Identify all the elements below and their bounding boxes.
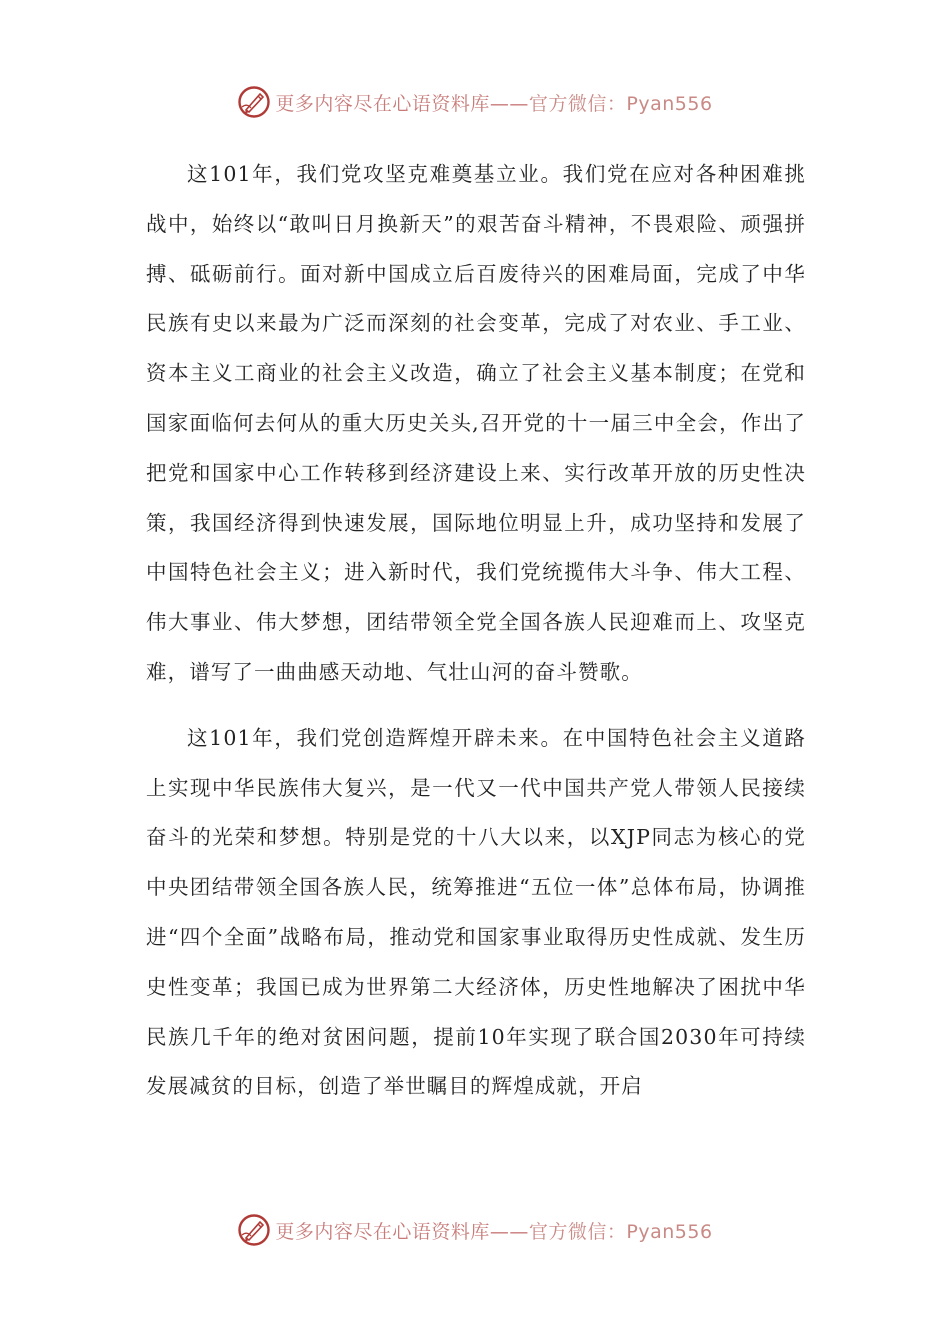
watermark-text (275, 89, 712, 116)
document-body (146, 150, 806, 1112)
watermark-library-text: 更多内容尽在心语资料库 (275, 1220, 490, 1243)
pen-circle-logo-icon (237, 1213, 271, 1247)
paragraph-founding: 这101年，我们党攻坚克难奠基立业。我们党在应对各种困难挑战中，始终以“敢叫日月换新天”的艰苦奋斗精神，不畏艰险、顽强拼搏、砥砺前行。面对新中国成立后百废待兴的困难局面，完成了中华民族有史以来最为广泛而深刻的社会变革，完成了对农业、手工业、资本主义工商业的社会主义改造，确立了社会主义基本制度；在党和国家面临何去何从的重大历史关头,召开党的十一届三中全会，作出了把党和国家中心工作转移到经济建设上来、实行改革开放的历史性决策，我国经济得到快速发展，国际地位明显上升，成功坚持和发展了中国特色社会主义；进入新时代，我们党统揽伟大斗争、伟大工程、伟大事业、伟大梦想，团结带领全党全国各族人民迎难而上、攻坚克难，谱写了一曲曲感天动地、气壮山河的奋斗赞歌。 (146, 162, 806, 684)
header-watermark-banner (0, 82, 950, 122)
paragraph-future: 这101年，我们党创造辉煌开辟未来。在中国特色社会主义道路上实现中华民族伟大复兴，是一代又一代中国共产党人带领人民接续奋斗的光荣和梦想。特别是党的十八大以来，以XJP同志为核心的党中央团结带领全国各族人民，统筹推进“五位一体”总体布局，协调推进“四个全面”战略布局，推动党和国家事业取得历史性成就、发生历史性变革；我国已成为世界第二大经济体，历史性地解决了困扰中华民族几千年的绝对贫困问题，提前10年实现了联合国2030年可持续发展减贫的目标，创造了举世瞩目的辉煌成就，开启 (146, 725, 806, 1099)
watermark-dash: —— (489, 1220, 529, 1243)
watermark-wechat-text: 官方微信：Pyan556 (528, 1220, 713, 1243)
watermark-dash: —— (489, 92, 529, 115)
watermark-wechat-text: 官方微信：Pyan556 (528, 92, 713, 115)
watermark-library-text: 更多内容尽在心语资料库 (275, 92, 490, 115)
watermark-text (275, 1217, 712, 1244)
footer-watermark-banner (0, 1210, 950, 1250)
pen-circle-logo-icon (237, 85, 271, 119)
